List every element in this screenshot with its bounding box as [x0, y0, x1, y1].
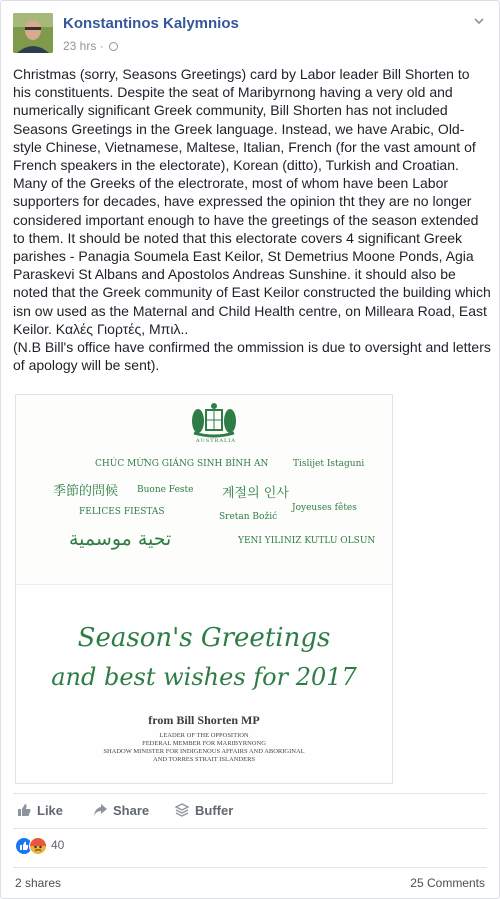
greeting-arabic: تحية موسمية	[69, 528, 172, 550]
card-title-line: FEDERAL MEMBER FOR MARIBYRNONG	[142, 740, 266, 747]
comments-link[interactable]: 25 Comments	[410, 876, 485, 890]
buffer-stack-icon	[175, 803, 189, 817]
card-title-line: AND TORRES STRAIT ISLANDERS	[152, 756, 256, 763]
angry-icon	[29, 837, 47, 855]
thumbs-up-icon	[17, 803, 31, 817]
buffer-button[interactable]	[175, 803, 233, 818]
card-front-greetings	[16, 395, 392, 585]
like-button[interactable]	[17, 803, 63, 818]
share-arrow-icon	[93, 803, 107, 817]
post-text	[13, 65, 491, 374]
post-header	[13, 13, 487, 57]
card-from-line: from Bill Shorten MP	[148, 713, 260, 727]
post-paragraph: (N.B Bill's office have confirmed the ommission is due to oversight and letters of apology will be sent).	[13, 339, 491, 374]
shares-link[interactable]: 2 shares	[15, 876, 62, 890]
greeting-spanish: FELICES FIESTAS	[79, 507, 165, 517]
greeting-italian: Buone Feste	[137, 485, 194, 495]
globe-icon	[109, 42, 118, 51]
post-paragraph: Christmas (sorry, Seasons Greetings) card by Labor leader Bill Shorten to his constituents. Despite the seat of Maribyrnong having a very old and numerically significant Greek community, Bill Shorten has not included Seasons Greetings in the Greek language. Instead, we have Arabic, Old-style Chinese, Vietnamese, Maltese, Italian, French (for the vast amount of French speakers in the electorate), Korean (ditto), Turkish and Croatian. Many of the Greeks of the electrorate, most of whom have been Labor supporters for decades, have expressed the opinion tht they are no longer considered important enough to have the greetings of the season extended to them. It should be noted that this electorate covers 4 significant Greek parishes - Panagia Soumela East Keilor, St Demetrius Moone Ponds, Agia Paraskevi St Albans and Apostolos Andreas Sunshine. it should also be noted that the Greek community of East Keilor constructed the building which isn ow used as the Maternal and Child Health centre, on Milleara Road, East Keilor. Καλές Γιορτές, Μπιλ..	[13, 66, 491, 337]
buffer-label: Buffer	[195, 803, 234, 818]
share-button[interactable]	[93, 803, 149, 818]
greeting-croatian: Sretan Božić	[219, 512, 278, 522]
card-headline: Season's Greetings	[77, 623, 331, 653]
greeting-french: Joyeuses fêtes	[292, 503, 357, 513]
greeting-chinese: 季節的問候	[53, 484, 119, 499]
emblem-label: AUSTRALIA	[196, 438, 236, 444]
author-name[interactable]: Konstantinos Kalymnios	[63, 15, 239, 32]
greeting-albanian: Tislijet Istaguni	[293, 459, 365, 469]
post-footer	[13, 867, 487, 898]
greeting-vietnamese: CHÚC MỪNG GIÁNG SINH BÌNH AN	[95, 459, 269, 469]
greeting-turkish: YENI YILINIZ KUTLU OLSUN	[238, 536, 376, 546]
share-label: Share	[113, 803, 150, 818]
reaction-count: 40	[51, 838, 65, 852]
australian-coat-of-arms-icon	[184, 401, 244, 443]
timestamp[interactable]: 23 hrs	[63, 39, 97, 53]
greeting-korean: 계절의 인사	[222, 486, 289, 501]
post-meta	[63, 39, 118, 53]
card-title-line: LEADER OF THE OPPOSITION	[159, 732, 249, 739]
meta-separator: ·	[99, 39, 104, 53]
chevron-down-icon[interactable]	[473, 15, 485, 27]
avatar[interactable]	[13, 13, 53, 53]
post-actions	[13, 793, 487, 829]
card-title-line: SHADOW MINISTER FOR INDIGENOUS AFFAIRS AND ABORIGINAL	[103, 748, 305, 755]
card-image[interactable]	[15, 394, 393, 784]
like-label: Like	[37, 803, 64, 818]
card-subheadline: and best wishes for 2017	[51, 663, 357, 691]
